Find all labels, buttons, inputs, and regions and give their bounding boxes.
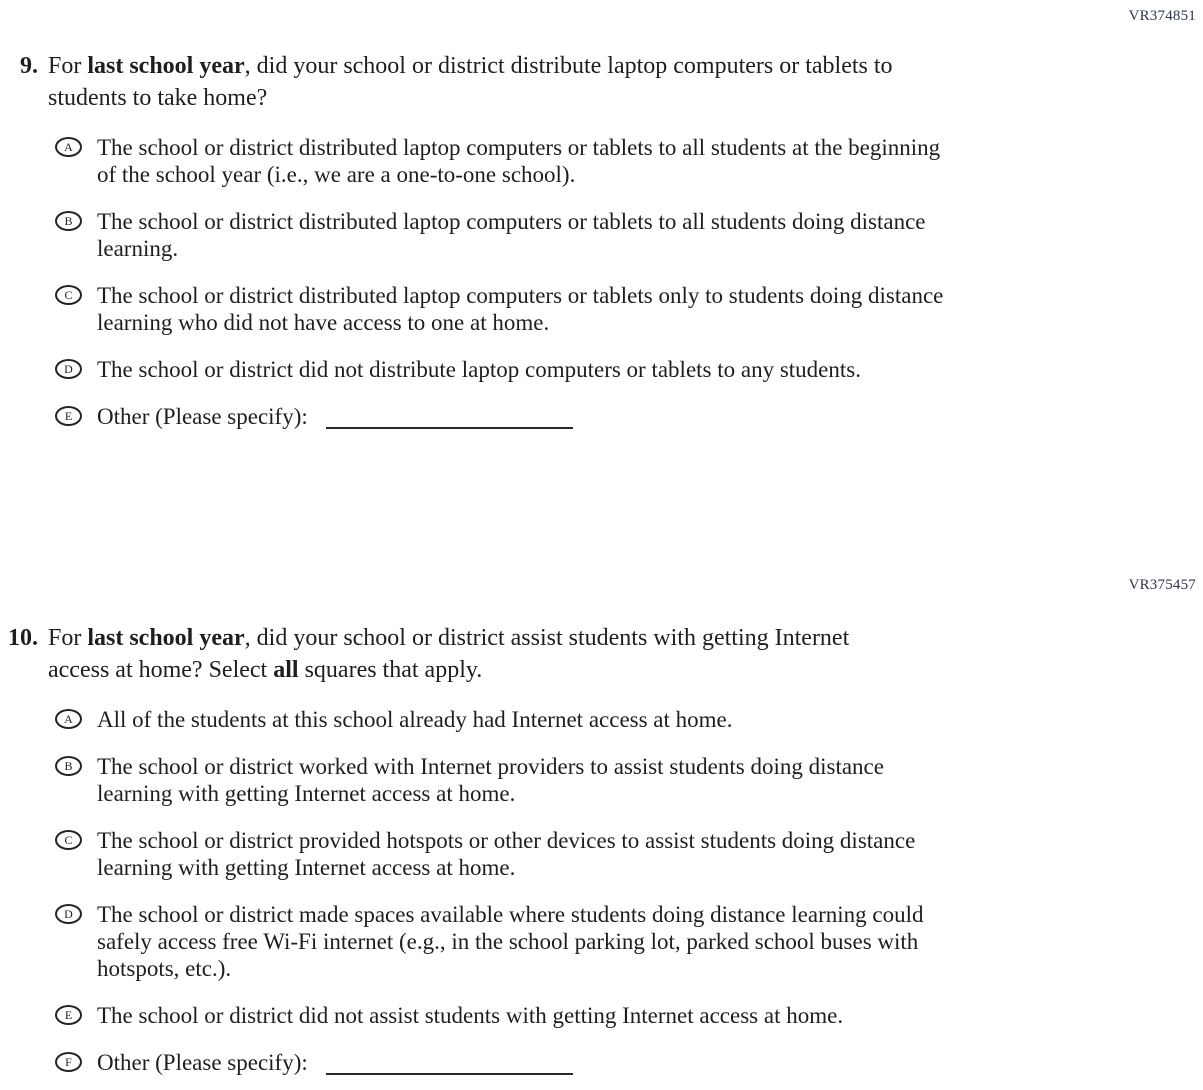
other-specify-blank[interactable] [326,405,573,429]
question-number: 9. [20,53,38,79]
answer-bubble[interactable] [55,406,82,426]
option-line: learning. [97,236,179,261]
question-text [48,622,849,686]
question-text-bold: last school year [87,625,245,651]
question-10 [0,622,1203,1090]
answer-bubble[interactable] [55,1052,82,1072]
q10-options [0,706,1203,1076]
option-text [97,706,733,733]
option-line: All of the students at this school already had Internet access at home. [97,707,733,732]
option-letter: A [64,140,73,154]
q9-option-a [0,134,1203,188]
q9-option-e [0,403,1203,430]
q10-option-c [0,827,1203,881]
option-letter: E [64,1008,73,1022]
option-letter: B [64,214,73,228]
question-text-segment: , did your school or district assist students with getting Internet [244,625,850,651]
question-number: 10. [8,625,38,651]
option-line: The school or district distributed laptop computers or tablets only to students doing distance [97,283,944,308]
q10-option-a [0,706,1203,733]
q10-option-b [0,753,1203,807]
option-line: The school or district did not distribute laptop computers or tablets to any students. [97,357,861,382]
option-line [97,403,573,430]
q10-option-e [0,1002,1203,1029]
answer-bubble[interactable] [55,904,82,924]
option-text [97,208,925,262]
question-9 [0,50,1203,450]
other-label: Other (Please specify): [97,404,308,429]
option-line: safely access free Wi-Fi internet (e.g., in the school parking lot, parked school buses with [97,929,919,954]
question-text-segment: For [48,625,88,651]
option-letter: C [64,833,73,847]
question-text-segment: students to take home? [48,85,268,111]
option-letter: B [64,759,73,773]
option-letter: C [64,288,73,302]
option-line: learning with getting Internet access at home. [97,781,516,806]
answer-bubble[interactable] [55,756,82,776]
question-text-bold: last school year [87,53,245,79]
question-text-bold: all [273,657,299,683]
q9-options [0,134,1203,430]
option-text [97,753,884,807]
question-10-header [0,622,1203,686]
option-line: The school or district provided hotspots or other devices to assist students doing distance [97,828,916,853]
option-text [97,1002,843,1029]
option-text [97,901,923,982]
answer-bubble[interactable] [55,359,82,379]
question-text-segment: For [48,53,88,79]
option-text [97,356,861,383]
option-line: learning with getting Internet access at home. [97,855,516,880]
q10-option-d [0,901,1203,982]
question-line [48,82,893,114]
option-line: The school or district made spaces available where students doing distance learning could [97,902,924,927]
answer-bubble[interactable] [55,137,82,157]
q9-option-d [0,356,1203,383]
answer-bubble[interactable] [55,211,82,231]
q10-option-f [0,1049,1203,1076]
answer-bubble[interactable] [55,830,82,850]
answer-bubble[interactable] [55,709,82,729]
option-line [97,1049,573,1076]
option-line: The school or district distributed laptop computers or tablets to all students at the beginning [97,135,941,160]
q9-option-c [0,282,1203,336]
option-line: of the school year (i.e., we are a one-to-one school). [97,162,576,187]
option-line: hotspots, etc.). [97,956,232,981]
form-code-q10: VR375457 [1128,577,1196,593]
form-code-q9: VR374851 [1128,8,1196,24]
q9-option-b [0,208,1203,262]
option-letter: E [64,409,73,423]
question-9-header [0,50,1203,114]
answer-bubble[interactable] [55,1005,82,1025]
question-text-segment: , did your school or district distribute laptop computers or tablets to [244,53,893,79]
other-specify-blank[interactable] [326,1051,573,1075]
option-letter: A [64,712,73,726]
option-text [97,134,940,188]
question-line [48,50,893,82]
option-line: The school or district did not assist students with getting Internet access at home. [97,1003,844,1028]
option-letter: D [64,907,73,921]
option-text [97,1049,573,1076]
question-line [48,622,849,654]
option-text [97,827,915,881]
option-line: The school or district worked with Internet providers to assist students doing distance [97,754,884,779]
option-line: The school or district distributed laptop computers or tablets to all students doing distance [97,209,926,234]
other-label: Other (Please specify): [97,1050,308,1075]
question-text-segment: access at home? Select [48,657,274,683]
option-letter: D [64,362,73,376]
question-text-segment: squares that apply. [298,657,483,683]
option-line: learning who did not have access to one at home. [97,310,550,335]
option-text [97,403,573,430]
option-text [97,282,943,336]
option-letter: F [65,1055,72,1069]
question-text [48,50,893,114]
question-line [48,654,849,686]
answer-bubble[interactable] [55,285,82,305]
